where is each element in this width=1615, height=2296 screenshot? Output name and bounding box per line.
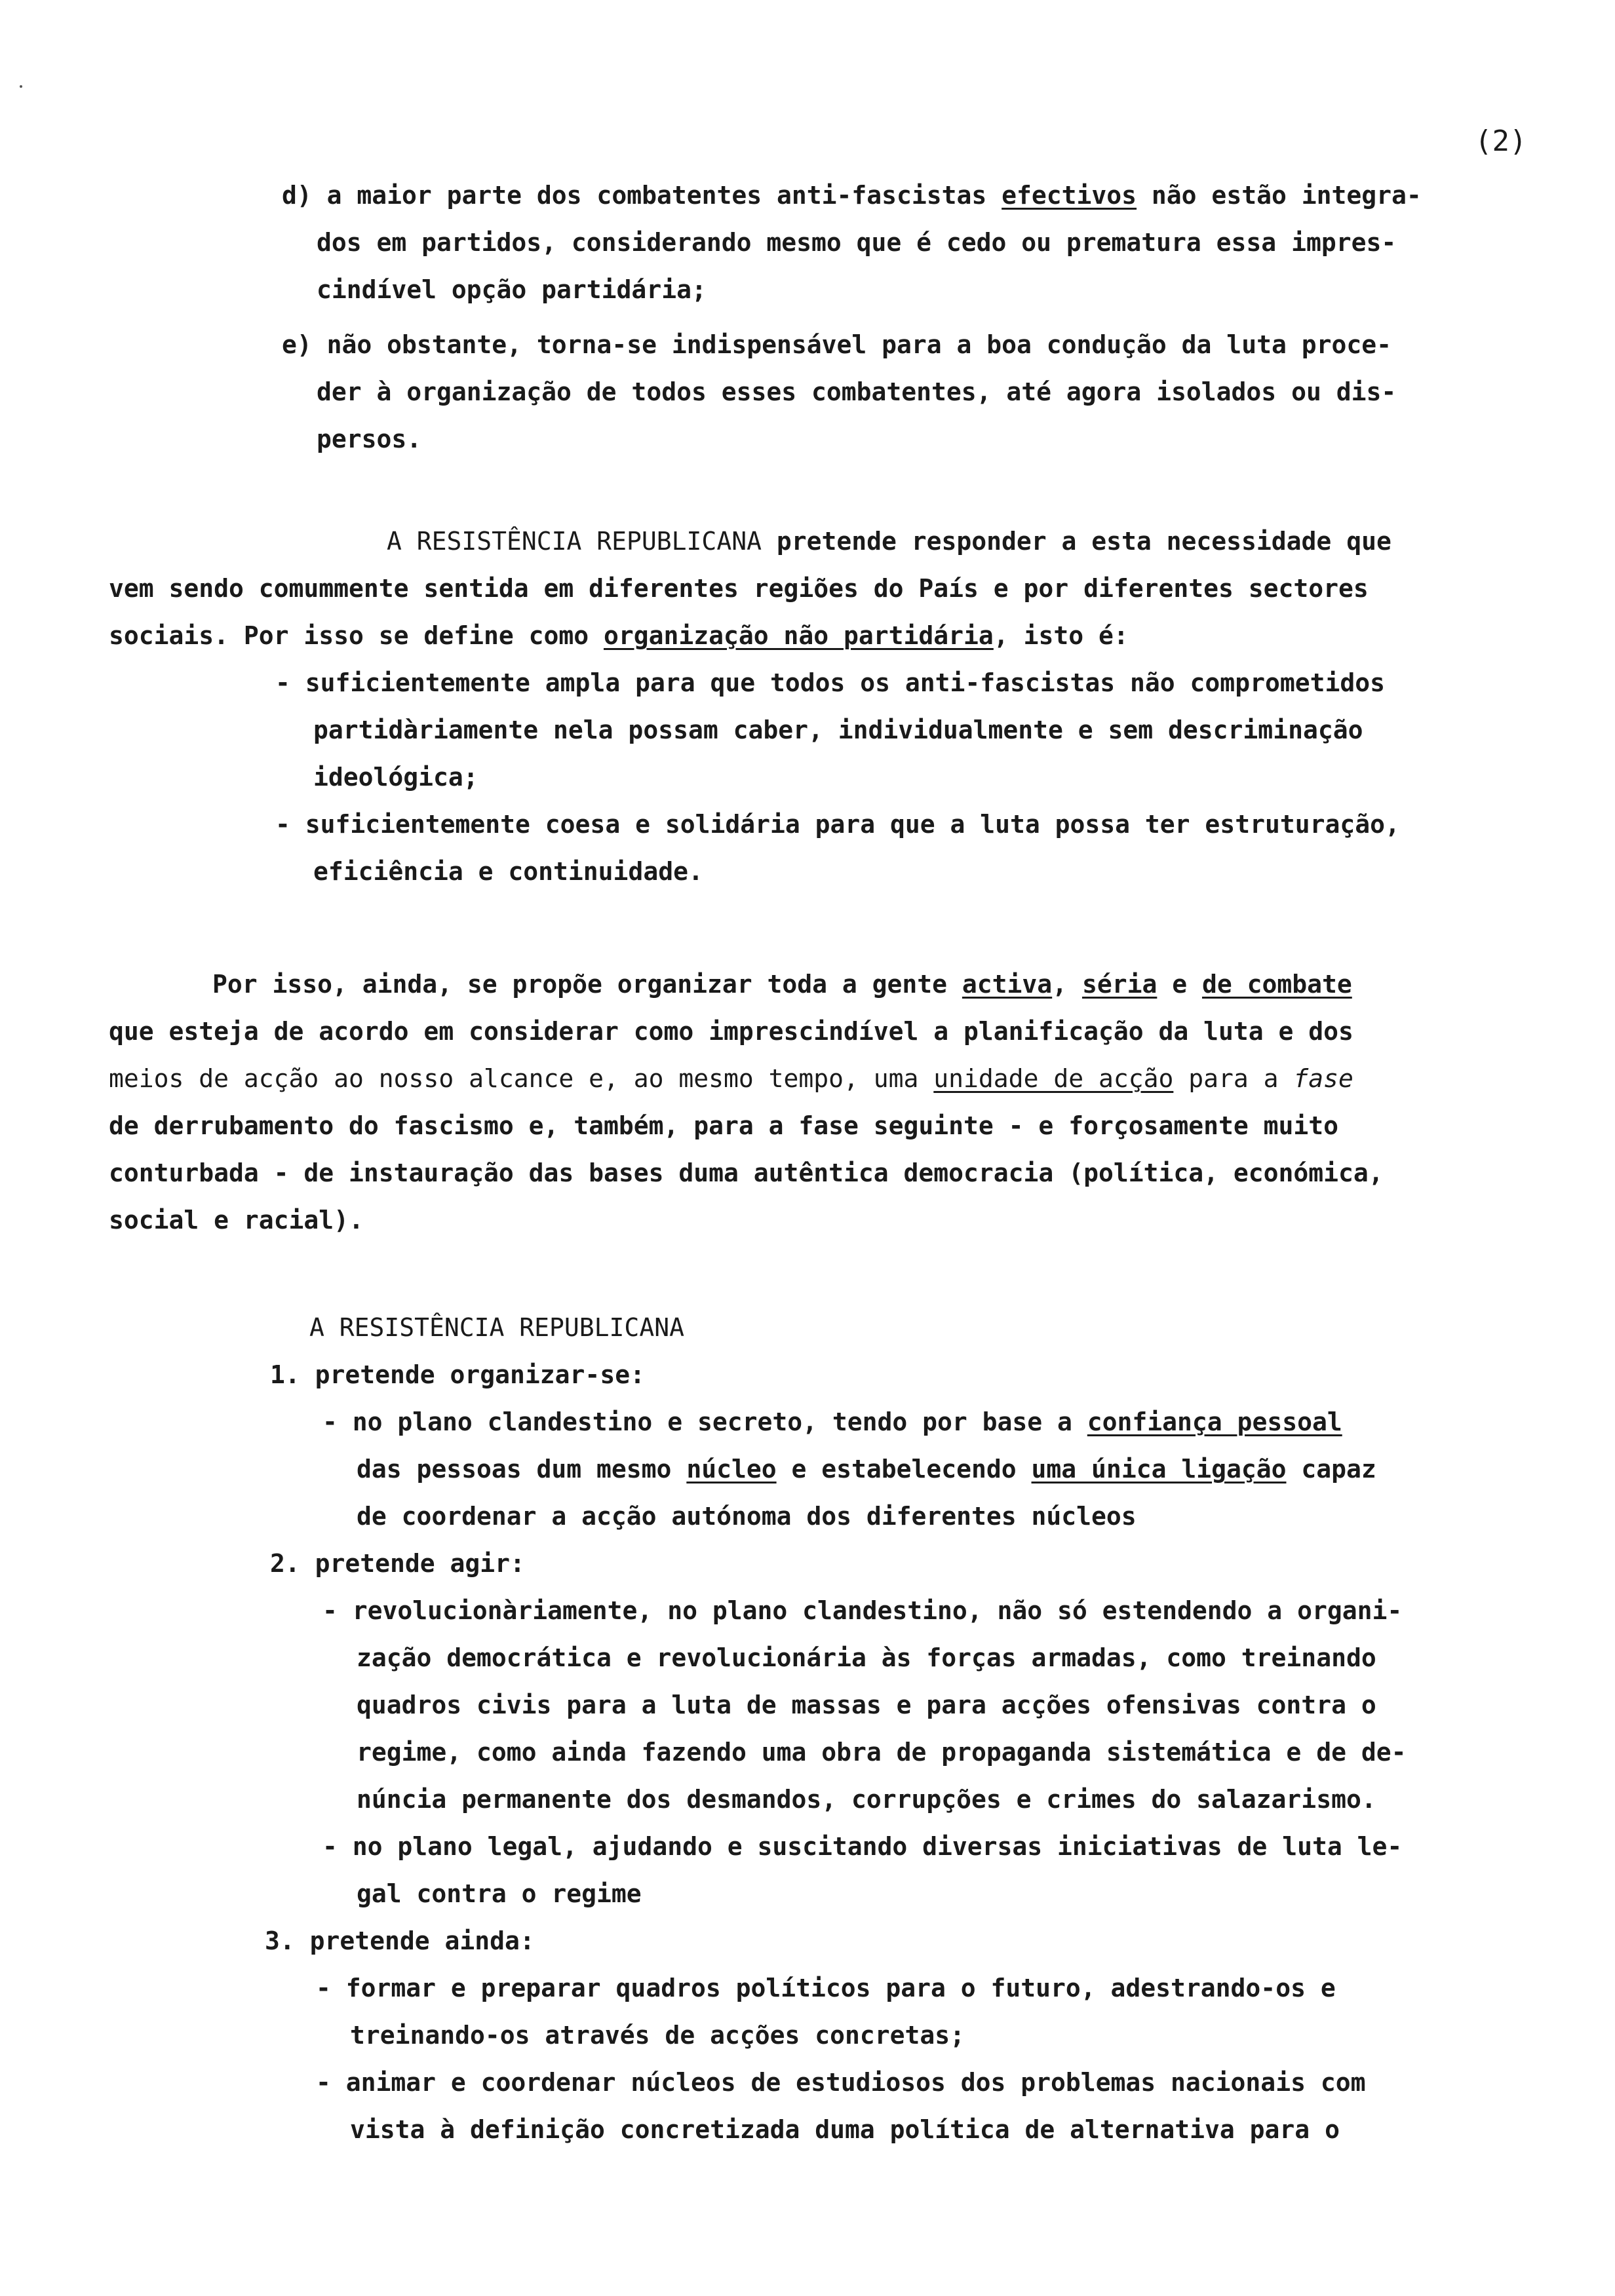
- list-item-1-line-1: - no plano clandestino e secreto, tendo por base a confiança pessoal: [322, 1407, 1342, 1436]
- list-item-2: 2. pretende agir:: [270, 1549, 525, 1578]
- section-numbered-list: [265, 1304, 1407, 2153]
- paragraph-por-isso-line-1: Por isso, ainda, se propõe organizar toda a gente activa, séria e de combate: [212, 970, 1352, 999]
- bullet-ampla-line-3: ideológica;: [313, 763, 478, 792]
- list-item-3-line-1: - formar e preparar quadros políticos para o futuro, adestrando-os e: [316, 1974, 1336, 2002]
- list-item-3-line-2: treinando-os através de acções concretas;: [350, 2021, 965, 2050]
- underlined-seria: séria: [1081, 970, 1158, 999]
- underlined-uma-unica-ligacao: uma única ligação: [1031, 1455, 1287, 1483]
- item-e-line-1: e) não obstante, torna-se indispensável para a boa condução da luta proce-: [282, 330, 1391, 359]
- list-item-3-line-4: vista à definição concretizada duma política de alternativa para o: [350, 2115, 1340, 2144]
- list-item-2-line-3: quadros civis para a luta de massas e para acções ofensivas contra o: [357, 1691, 1376, 1719]
- list-item-2-line-6: - no plano legal, ajudando e suscitando diversas iniciativas de luta le-: [322, 1832, 1403, 1861]
- underlined-unidade-de-accao: unidade de acção: [933, 1064, 1174, 1093]
- underlined-nucleo: núcleo: [686, 1455, 777, 1483]
- page-number: (2): [1475, 124, 1527, 158]
- list-item-2-line-2: zação democrática e revolucionária às forças armadas, como treinando: [357, 1643, 1376, 1672]
- bullet-ampla-line-2: partidàriamente nela possam caber, individualmente e sem descriminação: [313, 716, 1363, 744]
- paragraph-resistencia-line-2: vem sendo comummente sentida em diferentes regiões do País e por diferentes sectores: [109, 574, 1369, 603]
- underlined-activa: activa: [962, 970, 1053, 999]
- item-d-line-1: d) a maior parte dos combatentes anti-fascistas efectivos não estão integra-: [282, 181, 1422, 210]
- item-d-line-2: dos em partidos, considerando mesmo que é cedo ou prematura essa impres-: [317, 228, 1397, 257]
- paragraph-por-isso-line-5: conturbada - de instauração das bases duma autêntica democracia (política, económica,: [109, 1158, 1384, 1187]
- list-item-2-line-5: núncia permanente dos desmandos, corrupções e crimes do salazarismo.: [357, 1785, 1376, 1814]
- paragraph-por-isso-line-3: meios de acção ao nosso alcance e, ao mesmo tempo, uma unidade de acção para a fase: [109, 1064, 1353, 1093]
- paragraph-por-isso: [109, 961, 1384, 1244]
- list-item-2-line-7: gal contra o regime: [357, 1879, 642, 1908]
- list-item-1-line-2: das pessoas dum mesmo núcleo e estabelecendo uma única ligação capaz: [357, 1455, 1376, 1483]
- paragraph-por-isso-line-4: de derrubamento do fascismo e, também, para a fase seguinte - e forçosamente muito: [109, 1111, 1338, 1140]
- list-item-1-line-3: de coordenar a acção autónoma dos diferentes núcleos: [357, 1502, 1137, 1531]
- paragraph-resistencia-line-1: A RESISTÊNCIA REPUBLICANA pretende responder a esta necessidade que: [387, 527, 1391, 556]
- item-d: [282, 172, 1422, 313]
- bullet-ampla-line-1: - suficientemente ampla para que todos os anti-fascistas não comprometidos: [275, 668, 1385, 697]
- underlined-confianca-pessoal: confiança pessoal: [1087, 1407, 1342, 1436]
- scan-speck: [20, 85, 22, 88]
- item-e: [282, 321, 1396, 463]
- list-item-3: 3. pretende ainda:: [265, 1926, 535, 1955]
- item-e-line-3: persos.: [317, 425, 422, 453]
- paragraph-resistencia-line-3: sociais. Por isso se define como organização não partidária, isto é:: [109, 621, 1129, 650]
- item-d-line-3: cindível opção partidária;: [317, 275, 707, 304]
- bullet-coesa-line-1: - suficientemente coesa e solidária para que a luta possa ter estruturação,: [275, 810, 1400, 839]
- underlined-organizacao: organização não partidária: [603, 621, 994, 650]
- paragraph-por-isso-line-2: que esteja de acordo em considerar como imprescindível a planificação da luta e dos: [109, 1017, 1353, 1046]
- underlined-de-combate: de combate: [1201, 970, 1352, 999]
- list-item-3-line-3: - animar e coordenar núcleos de estudiosos dos problemas nacionais com: [316, 2068, 1366, 2097]
- item-e-line-2: der à organização de todos esses combatentes, até agora isolados ou dis-: [317, 377, 1397, 406]
- bullet-coesa-line-2: eficiência e continuidade.: [313, 857, 703, 886]
- list-item-2-line-4: regime, como ainda fazendo uma obra de propaganda sistemática e de de-: [357, 1738, 1407, 1767]
- paragraph-resistencia: [109, 518, 1400, 895]
- list-item-1: 1. pretende organizar-se:: [270, 1360, 645, 1389]
- section-heading: A RESISTÊNCIA REPUBLICANA: [309, 1313, 684, 1342]
- list-item-2-line-1: - revolucionàriamente, no plano clandestino, não só estendendo a organi-: [322, 1596, 1403, 1625]
- underlined-efectivos: efectivos: [1002, 181, 1137, 210]
- paragraph-por-isso-line-6: social e racial).: [109, 1206, 364, 1234]
